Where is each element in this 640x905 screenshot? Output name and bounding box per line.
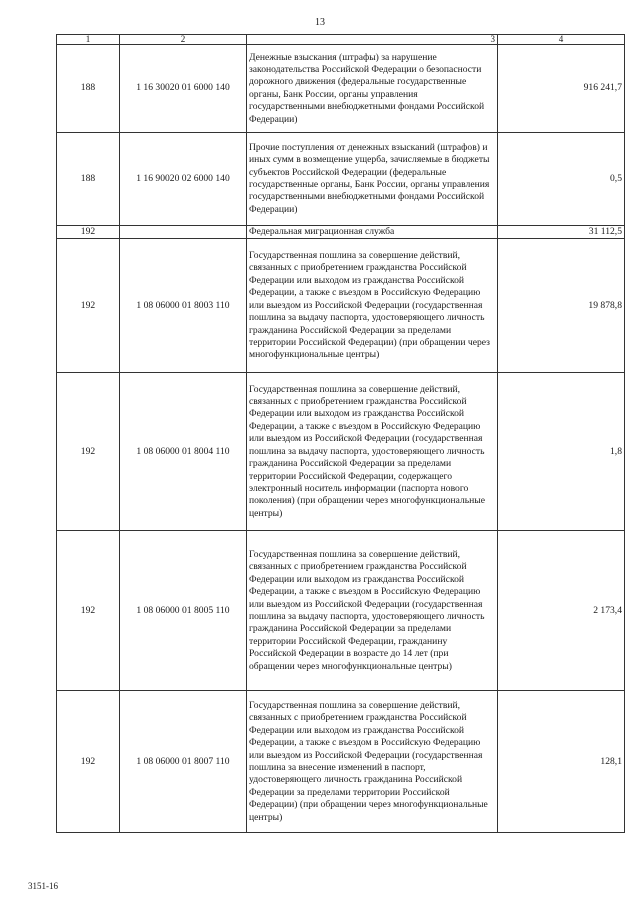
table-row [57, 133, 625, 226]
table-row [57, 45, 625, 133]
column-header-1: 1 [57, 35, 120, 45]
amount-cell: 19 878,8 [498, 239, 625, 373]
page-number: 13 [315, 17, 325, 28]
budget-code-cell: 1 08 06000 01 8003 110 [120, 239, 247, 373]
amount-cell: 2 173,4 [498, 531, 625, 691]
column-header-4: 4 [498, 35, 625, 45]
table-row [57, 226, 625, 239]
admin-code-cell: 192 [57, 373, 120, 531]
table-header-row [57, 35, 625, 45]
admin-code-cell: 192 [57, 691, 120, 833]
amount-cell: 31 112,5 [498, 226, 625, 239]
budget-code-cell: 1 16 30020 01 6000 140 [120, 45, 247, 133]
description-cell: Денежные взыскания (штрафы) за нарушение законодательства Российской Федерации о безопасности дорожного движения (федеральные государственные органы, Банк России, органы управления государственными внебюджетными фондами Российской Федерации) [249, 51, 485, 125]
amount-cell: 128,1 [498, 691, 625, 833]
column-header-3: 3 [247, 35, 498, 45]
budget-code-cell [120, 226, 247, 239]
description-cell: Государственная пошлина за совершение действий, связанных с приобретением гражданства Российской Федерации или выходом из гражданства Российской Федерации, а также с въездом в Российскую Федерацию или выездом из Российской Федерации (государственная пошлина за выдачу паспорта, удостоверяющего личность гражданина Российской Федерации за пределами территории Российской Федерации, гражданину Российской Федерации в возрасте до 14 лет (при обращении через многофункциональные центры) [249, 548, 485, 672]
description-cell: Государственная пошлина за совершение действий, связанных с приобретением гражданства Российской Федерации или выходом из гражданства Российской Федерации, а также с въездом в Российскую Федерацию или выездом из Российской Федерации (государственная пошлина за выдачу паспорта, удостоверяющего личность гражданина Российской Федерации за пределами территории Российской Федерации) (при обращении через многофункциональные центры) [249, 250, 490, 361]
admin-code-cell: 192 [57, 239, 120, 373]
admin-code-cell: 188 [57, 133, 120, 226]
table-row [57, 373, 625, 531]
budget-code-cell: 1 08 06000 01 8007 110 [120, 691, 247, 833]
table-row [57, 239, 625, 373]
table-row [57, 531, 625, 691]
admin-code-cell: 188 [57, 45, 120, 133]
budget-code-cell: 1 08 06000 01 8005 110 [120, 531, 247, 691]
description-cell: Государственная пошлина за совершение действий, связанных с приобретением гражданства Российской Федерации или выходом из гражданства Российской Федерации, а также с въездом в Российскую Федерацию или выездом из Российской Федерации (государственная пошлина за внесение изменений в паспорт, удостоверяющего личность гражданина Российской Федерации за пределами территории Российской Федерации) (при обращении через многофункциональные центры) [249, 699, 488, 823]
description-cell: Государственная пошлина за совершение действий, связанных с приобретением гражданства Российской Федерации или выходом из гражданства Российской Федерации, а также с въездом в Российскую Федерацию или выездом из Российской Федерации (государственная пошлина за выдачу паспорта, удостоверяющего личность гражданина Российской Федерации за пределами территории Российской Федерации, содержащего электронный носитель информации (паспорта нового поколения) (при обращении через многофункциональные центры) [249, 383, 485, 519]
description-cell: Прочие поступления от денежных взысканий (штрафов) и иных сумм в возмещение ущерба, зачисляемые в бюджеты субъектов Российской Федерации (федеральные государственные органы, Банк России, органы управления государственными внебюджетными фондами Российской Федерации) [249, 141, 490, 215]
amount-cell: 0,5 [498, 133, 625, 226]
document-footer-code: 3151-16 [28, 881, 58, 891]
budget-code-cell: 1 08 06000 01 8004 110 [120, 373, 247, 531]
amount-cell: 916 241,7 [498, 45, 625, 133]
amount-cell: 1,8 [498, 373, 625, 531]
description-cell: Федеральная миграционная служба [249, 226, 395, 238]
revenue-table [56, 34, 625, 833]
column-header-2: 2 [120, 35, 247, 45]
budget-code-cell: 1 16 90020 02 6000 140 [120, 133, 247, 226]
table-row [57, 691, 625, 833]
admin-code-cell: 192 [57, 226, 120, 239]
admin-code-cell: 192 [57, 531, 120, 691]
